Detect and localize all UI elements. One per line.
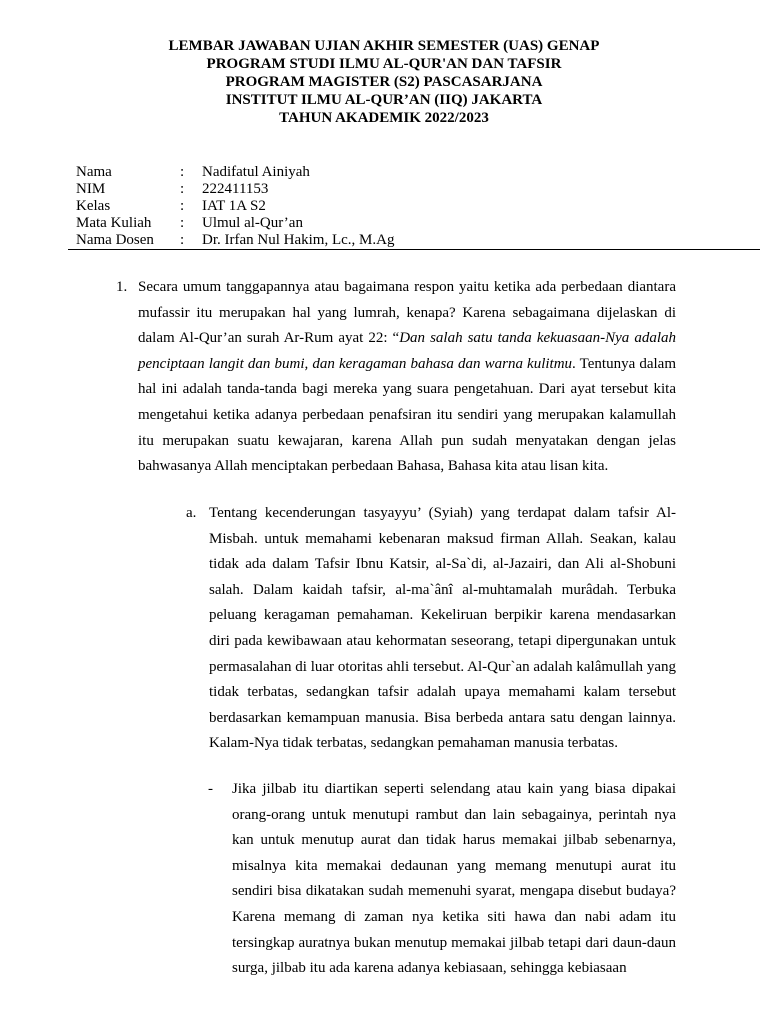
info-label: Mata Kuliah [76, 215, 152, 231]
answer-1-text-part-b: . Tentunya dalam hal ini adalah tanda-tanda bagi mereka yang suara pengetahuan. Dari ayat tersebut kita mengetahui ketika adanya perbedaan penafsiran itu sendiri yang merupakan kalamullah itu merupakan suatu kewajaran, karena Allah pun sudah menyatakan dengan jelas bahwasanya Allah menciptakan perbedaan Bahasa, Bahasa kita atau lisan kita. [138, 355, 676, 475]
header-line-5: TAHUN AKADEMIK 2022/2023 [279, 110, 489, 126]
info-separator: : [180, 181, 185, 197]
info-separator: : [180, 215, 185, 231]
info-label: Kelas [76, 198, 111, 214]
answer-1-text-part-a: Secara umum tanggapannya atau bagaimana respon yaitu ketika ada perbedaan diantara mufassir itu merupakan hal yang lumrah, kenapa? Karena sebagaimana dijelaskan di dalam Al-Qur’an surah Ar-Rum ayat 22: “ [138, 279, 676, 347]
info-value: IAT 1A S2 [202, 198, 266, 214]
answer-1a [186, 501, 676, 757]
info-row-kelas [76, 198, 394, 215]
info-value: Nadifatul Ainiyah [202, 164, 310, 180]
info-row-mata-kuliah [76, 215, 394, 232]
info-separator: : [180, 198, 185, 214]
list-marker-dash: - [208, 781, 213, 797]
header-line-2: PROGRAM STUDI ILMU AL-QUR'AN DAN TAFSIR [206, 56, 562, 72]
header-line-4: INSTITUT ILMU AL-QUR’AN (IIQ) JAKARTA [225, 92, 543, 108]
header-line-3: PROGRAM MAGISTER (S2) PASCASARJANA [225, 74, 543, 90]
info-separator: : [180, 164, 185, 180]
answer-1-quote: Dan salah satu tanda kekuasaan-Nya adalah penciptaan langit dan bumi, dan keragaman bahasa dan warna kulitmu [138, 330, 676, 372]
horizontal-divider [68, 249, 760, 250]
info-row-nama-dosen [76, 232, 394, 249]
answer-number: 1. [116, 279, 128, 295]
info-label: Nama Dosen [76, 232, 154, 248]
student-info-block [76, 164, 394, 249]
answer-1-text [138, 275, 676, 480]
document-header [0, 37, 768, 127]
info-row-nim [76, 181, 394, 198]
header-line-1: LEMBAR JAWABAN UJIAN AKHIR SEMESTER (UAS) GENAP [168, 38, 600, 54]
answer-bullet [208, 777, 676, 982]
answer-bullet-text: Jika jilbab itu diartikan seperti selendang atau kain yang biasa dipakai orang-orang untuk menutupi rambut dan lain sebagainya, perintah nya kan untuk menutup aurat dan tidak harus memakai jilbab sebenarnya, misalnya kita memakai dedaunan yang memang menutupi aurat itu sendiri bisa dikatakan sudah memenuhi syarat, mengapa disebut budaya? Karena memang di zaman nya ketika siti hawa dan nabi adam itu tersingkap auratnya bukan menutup memakai jilbab tetapi dari daun-daun surga, jilbab itu ada karena adanya kebiasaan, sehingga kebiasaan [232, 781, 676, 977]
info-separator: : [180, 232, 185, 248]
info-value: Ulmul al-Qur’an [202, 215, 303, 231]
info-row-nama [76, 164, 394, 181]
answer-1a-text: Tentang kecenderungan tasyayyu’ (Syiah) yang terdapat dalam tafsir Al-Misbah. untuk memahami kebenaran maksud firman Allah. Seakan, kalau tidak ada dalam Tafsir Ibnu Katsir, al-Sa`di, al-Jazairi, dan Ali al-Shobuni salah. Dalam kaidah tafsir, al-ma`ânî al-muhtamalah murâdah. Terbuka peluang keragaman pemahaman. Kekeliruan berpikir karena mendasarkan diri pada kewibawaan atau kehormatan seseorang, tetapi dipergunakan untuk permasalahan di luar otoritas ahli tersebut. Al-Qur`an adalah kalâmullah yang tidak terbatas, sedangkan tafsir adalah upaya memahami kalam tersebut berdasarkan kemampuan manusia. Bisa berbeda antara satu dengan lainnya. Kalam-Nya tidak terbatas, sedangkan pemahaman manusia terbatas. [209, 505, 676, 752]
list-marker-a: a. [186, 505, 197, 521]
info-value: Dr. Irfan Nul Hakim, Lc., M.Ag [202, 232, 395, 248]
info-value: 222411153 [202, 181, 269, 197]
info-label: Nama [76, 164, 112, 180]
answer-1 [116, 275, 676, 480]
info-label: NIM [76, 181, 106, 197]
